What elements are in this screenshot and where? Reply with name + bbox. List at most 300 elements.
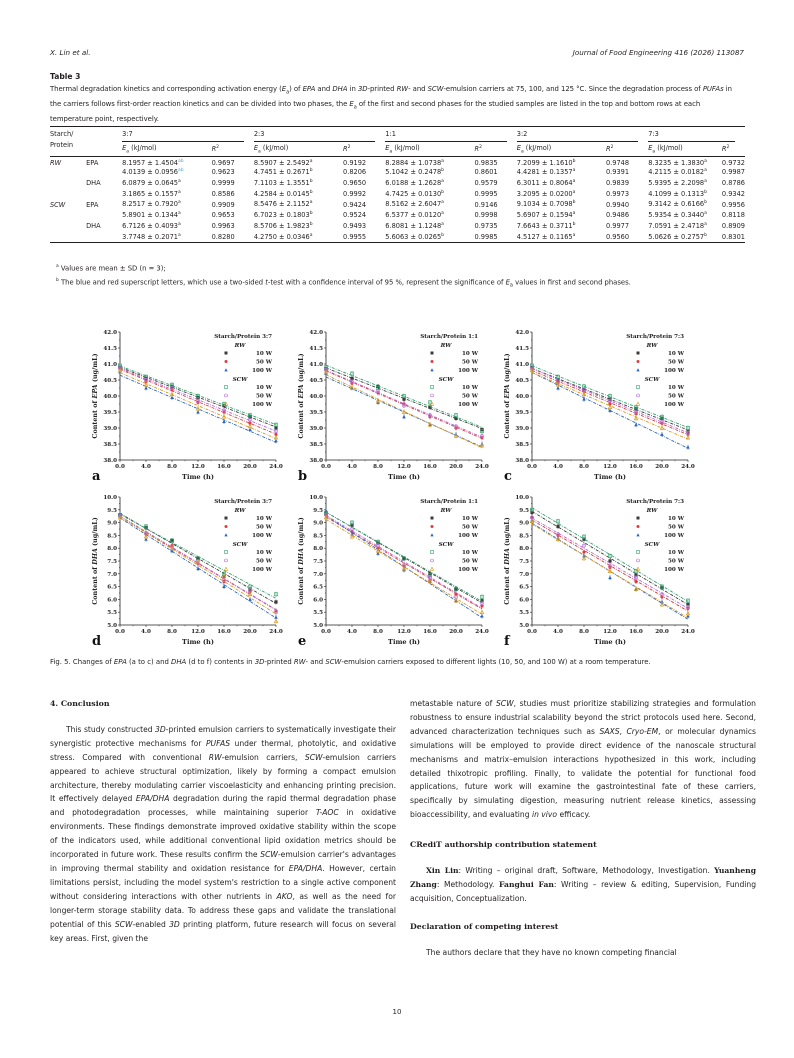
ratio-label: 3:2 (517, 130, 638, 142)
caption-epa: EPA (302, 85, 316, 93)
svg-text:24.0: 24.0 (269, 464, 283, 470)
svg-text:50 W: 50 W (667, 393, 684, 400)
caption-ea-sub: a (286, 89, 290, 96)
table-row (50, 178, 745, 189)
fatty-acid-cell: DHA (86, 178, 101, 187)
caption-text: Changes of (70, 658, 114, 666)
running-head-journal: Journal of Food Engineering 416 (2026) 113087 (572, 48, 744, 57)
ea-value-cell: 8.2884 ± 1.0738$^a$ (385, 158, 444, 167)
svg-text:Time (h): Time (h) (388, 473, 420, 481)
r2-value-cell: 0.9977 (605, 222, 630, 231)
svg-text:5.5: 5.5 (107, 610, 117, 617)
svg-text:10 W: 10 W (667, 516, 684, 522)
table-caption (50, 84, 745, 125)
r2-value-cell: 0.9560 (606, 232, 648, 243)
ea-value-cell: 6.7023 ± 0.1803$^b$ (253, 211, 313, 220)
svg-text:41.0: 41.0 (103, 362, 117, 368)
svg-text:f: f (504, 634, 510, 649)
carrier-cell: RW (50, 158, 62, 167)
ea-value-cell: 8.1957 ± 1.4504$^{ab}$ (122, 158, 184, 167)
ea-value-cell: 5.9395 ± 2.2098$^a$ (648, 178, 707, 188)
caption-text: -printed (264, 658, 294, 666)
svg-text:20.0: 20.0 (243, 629, 257, 635)
svg-text:20.0: 20.0 (243, 464, 257, 470)
caption-3d: 3D (254, 658, 265, 666)
fatty-acid-cell (86, 232, 122, 243)
ea-value-cell: 4.0139 ± 0.0956$^{ab}$ (122, 168, 184, 177)
table-row (50, 232, 745, 243)
svg-text:0.0: 0.0 (115, 629, 125, 635)
caption-text: - and (305, 658, 326, 666)
r2-value-cell: 0.9956 (721, 200, 745, 209)
svg-text:7.0: 7.0 (519, 571, 529, 578)
svg-text:40.0: 40.0 (309, 394, 323, 400)
svg-text:Starch/Protein 3:7: Starch/Protein 3:7 (214, 499, 272, 505)
ea-column-header: $E_a$ (kJ/mol) (517, 142, 606, 156)
column-left (50, 697, 396, 945)
ea-value-cell: 7.2099 ± 1.1610$^b$ (516, 158, 576, 167)
svg-text:7.0: 7.0 (107, 571, 117, 578)
ea-value-cell: 4.2115 ± 0.0182$^a$ (648, 168, 707, 177)
r2-value-cell: 0.8206 (343, 168, 367, 177)
svg-text:41.0: 41.0 (515, 362, 529, 368)
svg-text:Starch/Protein 7:3: Starch/Protein 7:3 (626, 334, 684, 340)
r2-value-cell: 0.8301 (721, 232, 745, 241)
carrier-cell (50, 167, 86, 178)
table-row (50, 210, 745, 221)
caption-text: (d to f) contents in (186, 658, 255, 666)
ea-value-cell: 4.1099 ± 0.1313$^b$ (648, 189, 707, 198)
r2-value-cell: 0.9748 (605, 158, 630, 167)
ea-value-cell: 6.8081 ± 1.1248$^a$ (385, 222, 444, 231)
fatty-acid-cell: DHA (86, 222, 101, 231)
footnote-mark: b (56, 277, 59, 283)
svg-text:10 W: 10 W (461, 385, 478, 391)
ea-value-cell: 7.1103 ± 1.3551$^b$ (253, 178, 313, 188)
svg-text:50 W: 50 W (255, 393, 272, 400)
footnote-text: The blue and red superscript letters, which use a two-sided (58, 278, 266, 287)
svg-text:7.5: 7.5 (519, 559, 529, 565)
ea-value-cell: 8.3235 ± 1.3830$^a$ (648, 158, 707, 167)
group-header (50, 127, 122, 157)
caption-text: - and (408, 85, 428, 93)
svg-text:5.0: 5.0 (313, 623, 323, 629)
ea-column-header: $E_a$ (kJ/mol) (385, 142, 474, 156)
footnote-ea: E (505, 278, 510, 287)
svg-text:0.0: 0.0 (115, 464, 125, 470)
svg-text:40.0: 40.0 (515, 394, 529, 400)
r2-value-cell: 0.9493 (343, 222, 367, 231)
svg-text:7.5: 7.5 (107, 559, 117, 565)
svg-text:4.0: 4.0 (553, 464, 563, 470)
svg-text:0.0: 0.0 (321, 464, 331, 470)
svg-text:10 W: 10 W (255, 550, 272, 556)
svg-text:16.0: 16.0 (423, 464, 437, 470)
svg-text:8.5: 8.5 (313, 533, 323, 540)
svg-text:39.5: 39.5 (309, 410, 323, 416)
carrier-cell (50, 210, 86, 221)
table-row (50, 221, 745, 232)
caption-text: -emulsion carriers at 75, 100, and 125 °C. Since the degradation process of (443, 85, 703, 93)
caption-text: -emulsion carriers exposed to different lights (10, 50, and 100 W) at a room temperature. (341, 658, 651, 666)
ea-value-cell: 6.0188 ± 1.2628$^a$ (385, 178, 444, 188)
svg-text:38.0: 38.0 (515, 458, 529, 464)
svg-text:4.0: 4.0 (141, 629, 151, 635)
fatty-acid-cell (86, 188, 122, 199)
running-head (50, 48, 744, 57)
svg-text:10.0: 10.0 (103, 495, 117, 501)
svg-text:16.0: 16.0 (629, 464, 643, 470)
ea-value-cell: 4.2584 ± 0.0145$^b$ (253, 189, 313, 198)
svg-text:9.0: 9.0 (107, 520, 117, 527)
caption-text: of the first and second phases for the studied samples are listed in the top and bottom rows at each temperature point, respectively. (50, 99, 701, 123)
svg-text:42.0: 42.0 (103, 330, 117, 336)
svg-text:39.0: 39.0 (515, 426, 529, 432)
caption-ea: E (349, 99, 354, 108)
svg-text:39.0: 39.0 (309, 426, 323, 432)
svg-text:6.0: 6.0 (107, 597, 117, 604)
svg-text:39.5: 39.5 (103, 410, 117, 416)
svg-text:16.0: 16.0 (217, 464, 231, 470)
svg-text:Content of EPA (ug/mL): Content of EPA (ug/mL) (503, 353, 511, 439)
svg-text:40.5: 40.5 (515, 378, 529, 384)
chart-panel-f (500, 487, 706, 651)
svg-text:20.0: 20.0 (655, 464, 669, 470)
table-row (50, 156, 745, 167)
ea-value-cell: 4.4281 ± 0.1357$^a$ (516, 168, 576, 177)
ea-value-cell: 8.5907 ± 2.5492$^a$ (253, 158, 313, 167)
caption-scw: SCW (427, 85, 444, 93)
ea-value-cell: 6.7126 ± 0.4093$^a$ (122, 222, 181, 231)
svg-text:10 W: 10 W (461, 516, 478, 522)
svg-text:5.0: 5.0 (107, 623, 117, 629)
svg-text:e: e (298, 634, 307, 649)
svg-text:10.0: 10.0 (515, 495, 529, 501)
ea-value-cell: 4.7451 ± 0.2671$^b$ (253, 168, 313, 177)
svg-text:10 W: 10 W (667, 550, 684, 556)
svg-text:8.0: 8.0 (579, 464, 589, 470)
r2-value-cell: 0.9342 (721, 189, 745, 198)
r2-value-cell: 0.9987 (721, 168, 745, 177)
carrier-cell (50, 221, 86, 232)
fatty-acid-cell: EPA (86, 200, 99, 209)
caption-ea: E (281, 85, 287, 93)
svg-text:SCW: SCW (232, 377, 248, 383)
svg-text:16.0: 16.0 (629, 629, 643, 635)
svg-text:4.0: 4.0 (347, 464, 357, 470)
svg-text:8.0: 8.0 (579, 629, 589, 635)
svg-text:9.5: 9.5 (313, 507, 323, 514)
caption-dha: DHA (171, 658, 187, 666)
carrier-cell (50, 232, 86, 243)
svg-text:10.0: 10.0 (309, 495, 323, 501)
svg-text:10 W: 10 W (255, 351, 272, 357)
r2-value-cell: 0.9697 (211, 158, 235, 167)
svg-text:Time (h): Time (h) (594, 638, 626, 646)
group-header-line1: Starch/ (50, 130, 74, 138)
svg-text:RW: RW (234, 343, 246, 349)
caption-pufas: PUFAs (702, 85, 724, 93)
running-head-authors: X. Lin et al. (50, 48, 91, 57)
svg-text:100 W: 100 W (664, 402, 684, 408)
carrier-cell (50, 188, 86, 199)
ratio-label: 1:1 (385, 130, 506, 142)
svg-text:4.0: 4.0 (347, 629, 357, 635)
r2-value-cell: 0.9524 (343, 211, 367, 220)
svg-text:38.0: 38.0 (103, 458, 117, 464)
svg-text:6.5: 6.5 (313, 584, 323, 591)
r2-column-header: $R^2$ (212, 142, 254, 156)
r2-value-cell: 0.9973 (605, 189, 630, 198)
svg-text:100 W: 100 W (252, 533, 272, 539)
svg-text:7.5: 7.5 (313, 559, 323, 565)
svg-text:Content of DHA (ug/mL): Content of DHA (ug/mL) (297, 517, 305, 605)
footnote-b (50, 275, 745, 292)
ratio-header (517, 127, 648, 143)
svg-text:RW: RW (646, 508, 658, 514)
kinetics-table (50, 126, 745, 243)
svg-text:8.0: 8.0 (167, 464, 177, 470)
footnote-text: Values are mean ± SD (n = 3); (58, 264, 166, 273)
figure-label: Fig. 5. (50, 658, 71, 666)
svg-text:100 W: 100 W (664, 533, 684, 539)
svg-text:41.5: 41.5 (103, 346, 117, 352)
svg-text:Time (h): Time (h) (388, 638, 420, 646)
r2-column-header: $R^2$ (343, 142, 385, 156)
r2-value-cell: 0.9424 (343, 200, 367, 209)
r2-value-cell: 0.9998 (474, 211, 498, 220)
table-row (50, 199, 745, 210)
svg-text:9.0: 9.0 (519, 520, 529, 527)
section-heading-conclusion: 4. Conclusion (50, 699, 110, 708)
ea-value-cell: 5.0626 ± 0.2757$^b$ (648, 232, 722, 243)
svg-text:8.0: 8.0 (167, 629, 177, 635)
ea-value-cell: 5.9354 ± 0.3440$^a$ (648, 211, 707, 220)
svg-text:10 W: 10 W (461, 550, 478, 556)
author-name: Yuanheng Zhang (410, 866, 757, 889)
svg-text:50 W: 50 W (667, 359, 684, 366)
ea-value-cell: 8.5706 ± 1.9823$^b$ (253, 222, 313, 231)
svg-text:39.0: 39.0 (103, 426, 117, 432)
r2-value-cell: 0.9995 (474, 189, 498, 198)
ea-column-header: $E_a$ (kJ/mol) (254, 142, 343, 156)
chart-panel-e (294, 487, 500, 651)
ratio-label: 2:3 (254, 130, 375, 142)
svg-text:RW: RW (646, 343, 658, 349)
svg-text:41.5: 41.5 (309, 346, 323, 352)
svg-text:50 W: 50 W (461, 524, 478, 531)
r2-value-cell: 0.8280 (212, 232, 254, 243)
r2-value-cell: 0.8586 (211, 189, 235, 198)
svg-text:50 W: 50 W (461, 359, 478, 366)
footnote-ea-sub: a (509, 282, 513, 289)
svg-text:Content of DHA (ug/mL): Content of DHA (ug/mL) (91, 517, 99, 605)
svg-text:24.0: 24.0 (269, 629, 283, 635)
svg-text:SCW: SCW (232, 542, 248, 548)
ea-value-cell: 5.6907 ± 0.1594$^a$ (516, 211, 576, 220)
svg-text:4.0: 4.0 (141, 464, 151, 470)
author-role: : Writing – original draft, Software, Methodology, Investigation. (458, 866, 715, 876)
chart-panel-b (294, 322, 500, 486)
svg-text:RW: RW (440, 508, 452, 514)
group-header-line2: Protein (50, 141, 74, 149)
credit-statement (410, 864, 756, 906)
caption-ea-sub: a (353, 104, 357, 111)
ratio-header (122, 127, 254, 143)
svg-text:100 W: 100 W (252, 567, 272, 573)
author-name: Xin Lin (426, 866, 459, 876)
svg-text:100 W: 100 W (458, 533, 478, 539)
svg-text:100 W: 100 W (664, 567, 684, 573)
svg-text:16.0: 16.0 (217, 629, 231, 635)
conclusion-paragraph-2: metastable nature of SCW, studies must prioritize stabilizing strategies and formulation robustness to ensure industrial scalability beyond the strict protocols used here. Second, advanced characterization techniques such as SAXS, Cryo-EM, or molecular dynamics simulations will be employed to provide direct evidence of the nanoscale structural mechanisms and matrix–emulsion interactions hypothesized in this work, including detailed thixotropic profiling. Finally, to validate the potential for functional food applications, future work will examine the gastrointestinal fate of these carriers, specifically by simulating digestion, measuring nutrient release kinetics, assessing bioaccessibility, and evaluating in vivo efficacy. (410, 699, 756, 820)
svg-text:9.5: 9.5 (519, 507, 529, 514)
ea-value-cell: 9.3142 ± 0.6166$^b$ (648, 200, 707, 209)
svg-text:100 W: 100 W (458, 368, 478, 374)
table-row (50, 167, 745, 178)
ratio-label: 7:3 (648, 130, 735, 142)
svg-text:50 W: 50 W (255, 524, 272, 531)
svg-text:24.0: 24.0 (475, 629, 489, 635)
svg-text:a: a (92, 469, 101, 484)
svg-text:8.5: 8.5 (519, 533, 529, 540)
svg-text:40.5: 40.5 (103, 378, 117, 384)
svg-text:100 W: 100 W (458, 402, 478, 408)
r2-value-cell: 0.9486 (605, 211, 630, 220)
svg-text:6.5: 6.5 (107, 584, 117, 591)
svg-text:100 W: 100 W (664, 368, 684, 374)
caption-text: in the carriers follows first-order reaction kinetics and can be divided into two phases, the (50, 85, 732, 108)
svg-text:6.0: 6.0 (519, 597, 529, 604)
ea-column-header: $E_a$ (kJ/mol) (648, 142, 722, 156)
r2-value-cell: 0.9955 (343, 232, 385, 243)
figure-caption (50, 657, 745, 669)
svg-text:24.0: 24.0 (681, 629, 695, 635)
ea-value-cell: 6.0879 ± 0.0645$^a$ (122, 178, 181, 188)
ea-value-cell: 8.5476 ± 2.1152$^a$ (253, 200, 313, 209)
section-heading-declaration: Declaration of competing interest (410, 921, 559, 931)
ratio-header (385, 127, 516, 143)
svg-text:6.5: 6.5 (519, 584, 529, 591)
svg-text:Starch/Protein 7:3: Starch/Protein 7:3 (626, 499, 684, 505)
caption-text: and (315, 85, 333, 93)
ea-value-cell: 5.6063 ± 0.0265$^b$ (385, 232, 474, 243)
r2-value-cell: 0.9940 (605, 200, 630, 209)
r2-value-cell: 0.9391 (605, 168, 630, 177)
svg-text:38.5: 38.5 (103, 442, 117, 448)
svg-text:10 W: 10 W (255, 516, 272, 522)
carrier-cell (50, 178, 86, 189)
footnote-a (50, 261, 745, 275)
r2-value-cell: 0.9146 (474, 200, 498, 209)
svg-text:12.0: 12.0 (603, 629, 617, 635)
svg-text:5.5: 5.5 (313, 610, 323, 617)
r2-column-header: $R^2$ (722, 142, 745, 156)
svg-text:Starch/Protein 1:1: Starch/Protein 1:1 (420, 334, 478, 340)
ea-value-cell: 4.7425 ± 0.0130$^b$ (385, 189, 445, 198)
r2-column-header: $R^2$ (475, 142, 517, 156)
svg-text:20.0: 20.0 (449, 629, 463, 635)
r2-value-cell: 0.9650 (343, 178, 367, 187)
svg-text:Time (h): Time (h) (182, 473, 214, 481)
chart-panel-a (88, 322, 294, 486)
svg-text:SCW: SCW (644, 542, 660, 548)
table-body (50, 156, 745, 242)
svg-text:50 W: 50 W (461, 558, 478, 565)
svg-text:c: c (504, 469, 512, 484)
svg-text:10 W: 10 W (461, 351, 478, 357)
svg-text:8.0: 8.0 (373, 629, 383, 635)
svg-text:50 W: 50 W (255, 359, 272, 366)
table-row (50, 188, 745, 199)
footnote-t: t (265, 278, 268, 287)
ea-value-cell: 7.6643 ± 0.3711$^b$ (516, 222, 576, 231)
svg-text:39.5: 39.5 (515, 410, 529, 416)
author-role: : Writing – review & editing, Supervision, Funding acquisition, Conceptualization. (410, 879, 757, 903)
caption-scw: SCW (325, 658, 342, 666)
svg-text:8.0: 8.0 (519, 546, 529, 553)
r2-value-cell: 0.9735 (474, 222, 498, 231)
svg-text:RW: RW (440, 343, 452, 349)
svg-text:20.0: 20.0 (449, 464, 463, 470)
caption-text: (a to c) and (126, 658, 172, 666)
ea-column-header: $E_a$ (kJ/mol) (122, 142, 211, 156)
ea-value-cell: 5.1042 ± 0.2478$^b$ (385, 168, 445, 177)
r2-value-cell: 0.9653 (211, 211, 235, 220)
ea-value-cell: 3.7748 ± 0.2071$^a$ (122, 232, 211, 243)
page-number: 10 (392, 1008, 402, 1016)
r2-value-cell: 0.9192 (343, 158, 367, 167)
ea-value-cell: 4.5127 ± 0.1165$^a$ (517, 232, 606, 243)
svg-text:0.0: 0.0 (321, 629, 331, 635)
svg-text:SCW: SCW (438, 377, 454, 383)
caption-dha: DHA (332, 85, 348, 93)
svg-text:10 W: 10 W (255, 385, 272, 391)
svg-text:6.0: 6.0 (313, 597, 323, 604)
author-name: Fanghui Fan (499, 879, 554, 889)
caption-3d: 3D (357, 85, 368, 93)
svg-text:38.5: 38.5 (515, 442, 529, 448)
chart-panel-c (500, 322, 706, 486)
svg-text:42.0: 42.0 (309, 330, 323, 336)
author-role: : Methodology. (436, 879, 500, 889)
r2-value-cell: 0.8909 (721, 222, 745, 231)
svg-text:50 W: 50 W (461, 393, 478, 400)
declaration-text: The authors declare that they have no known competing financial (426, 947, 677, 957)
svg-text:10 W: 10 W (667, 351, 684, 357)
ea-value-cell: 7.0591 ± 2.4718$^a$ (648, 222, 707, 231)
svg-text:50 W: 50 W (667, 558, 684, 565)
ea-value-cell: 3.1865 ± 0.1557$^a$ (122, 189, 181, 198)
footnote-text: -test with a confidence interval of 95 %, represent the significance of (267, 278, 506, 287)
svg-text:5.0: 5.0 (519, 623, 529, 629)
figure-5 (88, 322, 708, 652)
svg-text:12.0: 12.0 (397, 464, 411, 470)
svg-text:4.0: 4.0 (553, 629, 563, 635)
svg-text:20.0: 20.0 (655, 629, 669, 635)
r2-value-cell: 0.8118 (721, 211, 745, 220)
svg-text:Time (h): Time (h) (182, 638, 214, 646)
svg-text:42.0: 42.0 (515, 330, 529, 336)
svg-text:12.0: 12.0 (191, 629, 205, 635)
ea-value-cell: 5.8901 ± 0.1344$^a$ (122, 211, 181, 220)
ea-value-cell: 6.3011 ± 0.8064$^a$ (516, 178, 576, 188)
ratio-header (254, 127, 385, 143)
svg-text:38.0: 38.0 (309, 458, 323, 464)
svg-text:Content of EPA (ug/mL): Content of EPA (ug/mL) (91, 353, 99, 439)
svg-text:0.0: 0.0 (527, 629, 537, 635)
r2-value-cell: 0.9623 (211, 168, 235, 177)
